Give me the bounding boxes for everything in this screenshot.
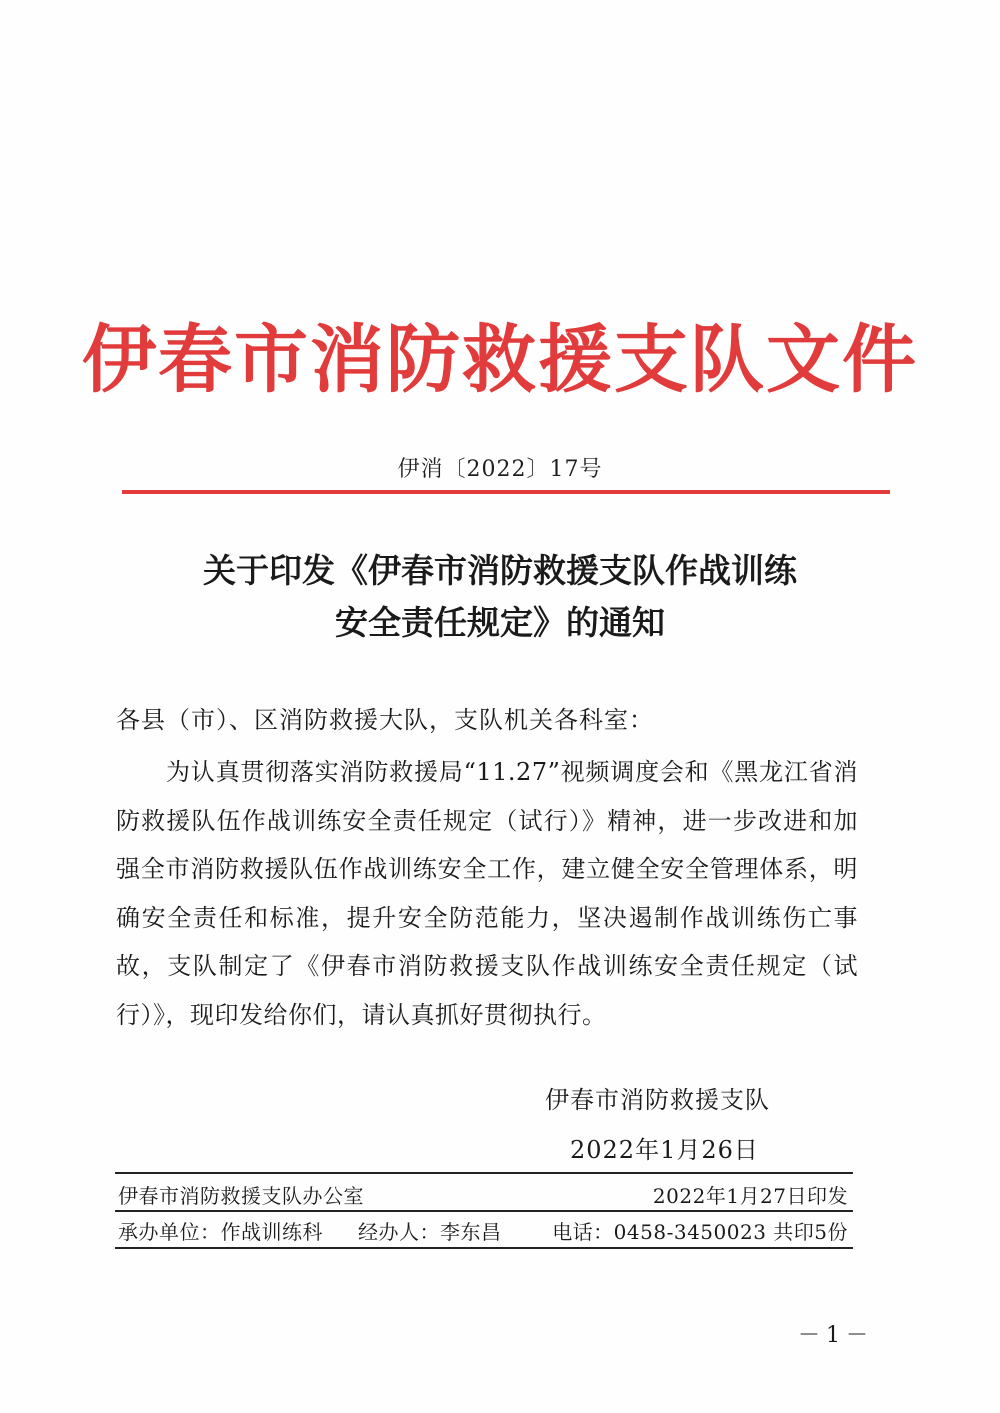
footer-handler-unit: 承办单位：作战训练科 — [118, 1220, 323, 1244]
footer-issue-row — [118, 1180, 848, 1209]
signature-date: 2022年1月26日 — [570, 1136, 759, 1164]
footer-bottom-rule — [115, 1247, 853, 1249]
red-divider-line — [122, 490, 890, 494]
body-paragraph: 为认真贯彻落实消防救援局“11.27”视频调度会和《黑龙江省消防救援队伍作战训练安全责任规定（试行）》精神，进一步改进和加强全市消防救援队伍作战训练安全工作，建立健全安全管理体系，明确安全责任和标准，提升安全防范能力，坚决遏制作战训练伤亡事故，支队制定了《伊春市消防救援支队作战训练安全责任规定（试行）》，现印发给你们，请认真抓好贯彻执行。 — [116, 758, 858, 1029]
notice-title-line-1: 关于印发《伊春市消防救援支队作战训练 — [203, 551, 797, 590]
notice-title-line-2: 安全责任规定》的通知 — [335, 603, 665, 642]
signature-organization: 伊春市消防救援支队 — [545, 1086, 770, 1114]
page-number: －1－ — [798, 1323, 874, 1348]
footer-issuer: 伊春市消防救援支队办公室 — [118, 1184, 364, 1208]
notice-title — [0, 545, 1000, 649]
footer-handler-person: 经办人：李东昌 — [358, 1220, 502, 1244]
footer-issue-date: 2022年1月27日印发 — [652, 1184, 848, 1208]
salutation: 各县（市）、区消防救援大队，支队机关各科室： — [116, 706, 654, 734]
footer-phone-copies: 电话：0458-3450023 共印5份 — [552, 1220, 848, 1244]
footer-middle-rule — [115, 1210, 853, 1212]
footer-top-rule — [115, 1172, 853, 1174]
document-header-title: 伊春市消防救援支队文件 — [82, 317, 918, 403]
footer-handler-row — [118, 1216, 848, 1245]
document-number: 伊消〔2022〕17号 — [397, 457, 603, 482]
